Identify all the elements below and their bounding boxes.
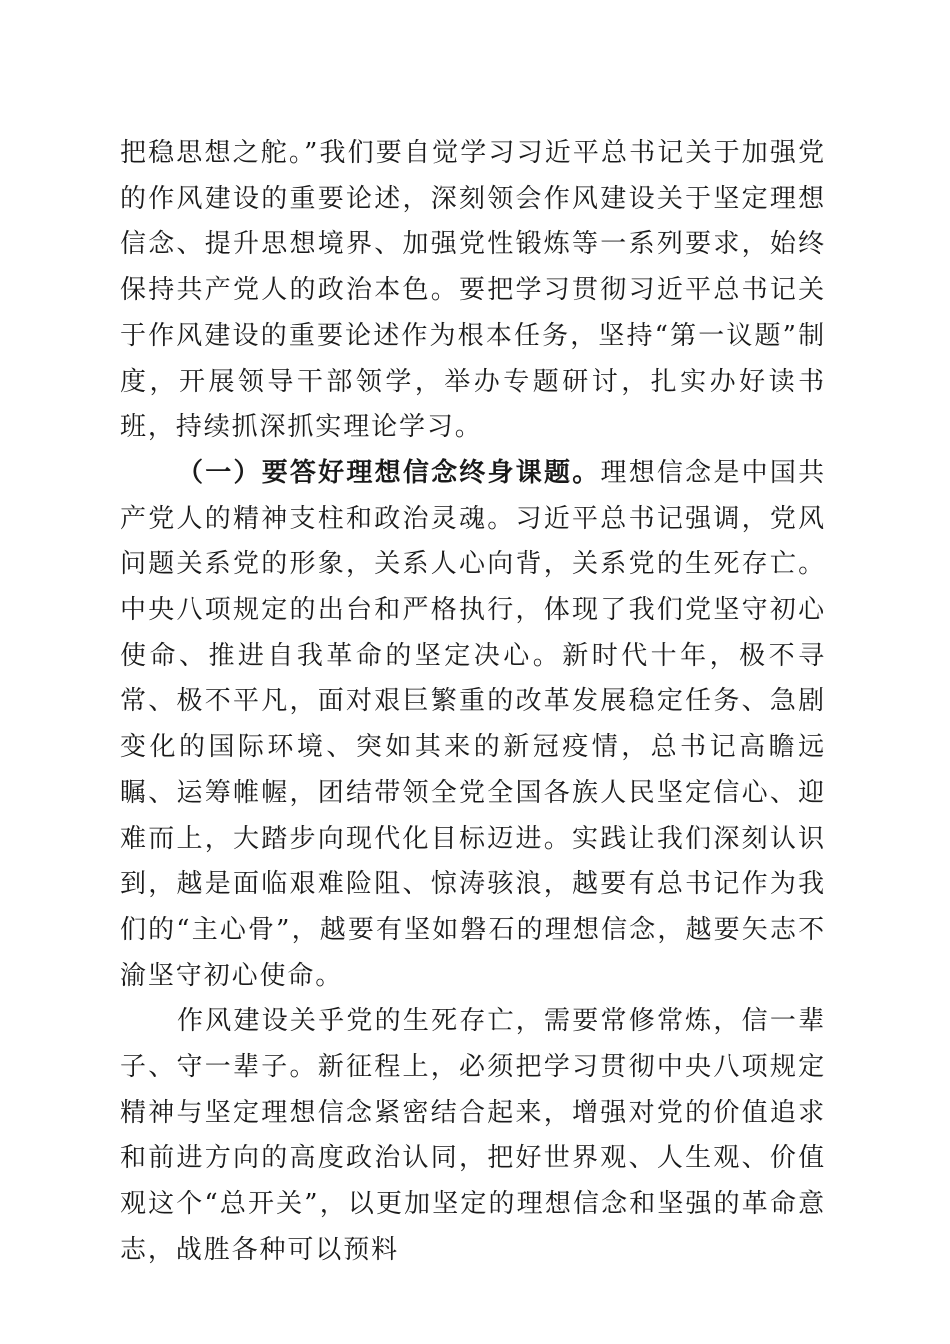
paragraph-2-body: 理想信念是中国共产党人的精神支柱和政治灵魂。习近平总书记强调，党风问题关系党的形象，关系人心向背，关系党的生死存亡。中央八项规定的出台和严格执行，体现了我们党坚守初心使命、推进自我革命的坚定决心。新时代十年，极不寻常、极不平凡，面对艰巨繁重的改革发展稳定任务、急剧变化的国际环境、突如其来的新冠疫情，总书记高瞻远瞩、运筹帷幄，团结带领全党全国各族人民坚定信心、迎难而上，大踏步向现代化目标迈进。实践让我们深刻认识到，越是面临艰难险阻、惊涛骇浪，越要有总书记作为我们的“主心骨”，越要有坚如磐石的理想信念，越要矢志不渝坚守初心使命。 (120, 457, 826, 991)
paragraph-1: 把稳思想之舵。”我们要自觉学习习近平总书记关于加强党的作风建设的重要论述，深刻领会作风建设关于坚定理想信念、提升思想境界、加强党性锻炼等一系列要求，始终保持共产党人的政治本色。要把学习贯彻习近平总书记关于作风建设的重要论述作为根本任务，坚持“第一议题”制度，开展领导干部领学，举办专题研讨，扎实办好读书班，持续抓深抓实理论学习。 (120, 138, 826, 443)
paragraph-2-heading: （一）要答好理想信念终身课题。 (177, 457, 601, 488)
paragraph-2 (120, 451, 826, 999)
paragraph-3: 作风建设关乎党的生死存亡，需要常修常炼，信一辈子、守一辈子。新征程上，必须把学习贯彻中央八项规定精神与坚定理想信念紧密结合起来，增强对党的价值追求和前进方向的高度政治认同，把好世界观、人生观、价值观这个“总开关”，以更加坚定的理想信念和坚强的革命意志，战胜各种可以预料 (120, 1006, 826, 1265)
document-body (120, 131, 826, 1274)
